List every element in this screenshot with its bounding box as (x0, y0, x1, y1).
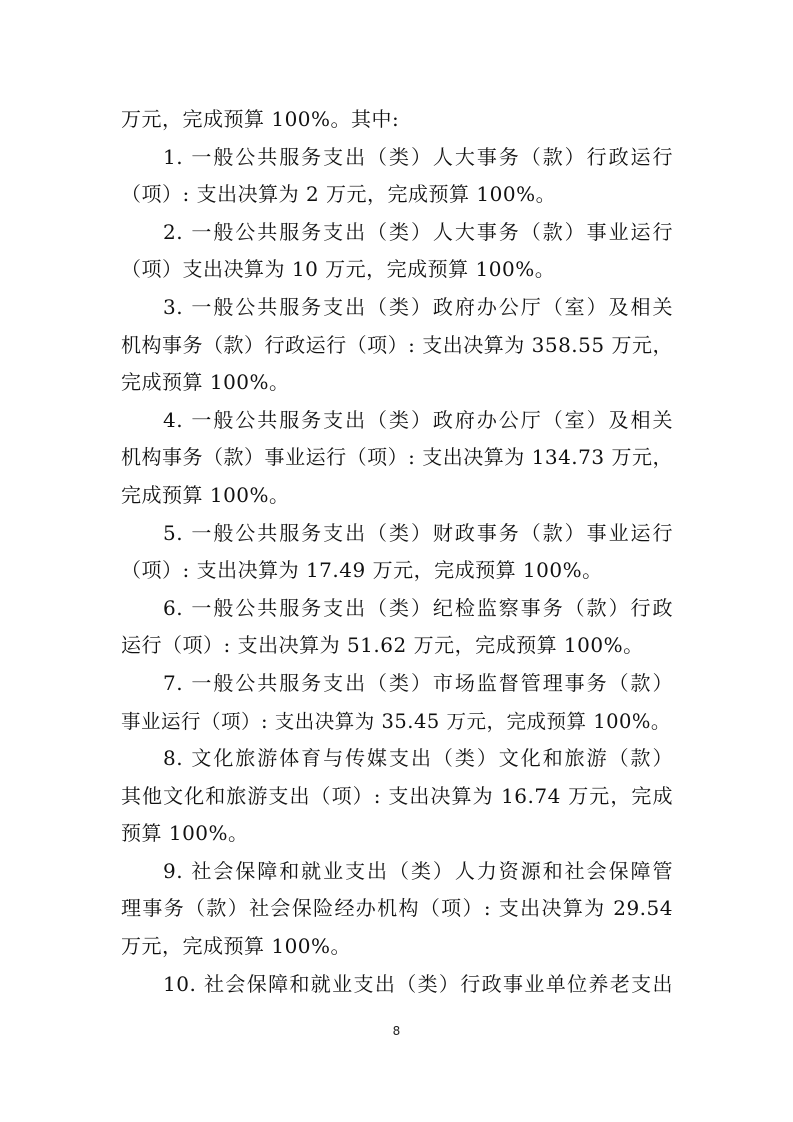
text-line: 万元，完成预算 100%。其中: (121, 107, 400, 131)
text-line: 10. 社会保障和就业支出（类）行政事业单位养老支出 (163, 971, 673, 996)
text-line: （项）: 支出决算为 2 万元，完成预算 100%。 (121, 182, 557, 207)
text-line: 4. 一般公共服务支出（类）政府办公厅（室）及相关 (163, 407, 673, 432)
text-line: 3. 一般公共服务支出（类）政府办公厅（室）及相关 (163, 294, 673, 319)
text-line: 完成预算 100%。 (121, 370, 290, 395)
text-line: 运行（项）: 支出决算为 51.62 万元，完成预算 100%。 (121, 633, 644, 658)
text-line: 机构事务（款）事业运行（项）: 支出决算为 134.73 万元， (121, 445, 673, 470)
text-line: （项）支出决算为 10 万元，完成预算 100%。 (121, 257, 556, 282)
text-line: 理事务（款）社会保险经办机构（项）: 支出决算为 29.54 (121, 896, 673, 921)
text-line: 2. 一般公共服务支出（类）人大事务（款）事业运行 (163, 219, 673, 244)
text-line: 机构事务（款）行政运行（项）: 支出决算为 358.55 万元， (121, 332, 673, 357)
text-line: （项）: 支出决算为 17.49 万元，完成预算 100%。 (121, 558, 603, 583)
body-text (121, 101, 673, 1003)
text-line: 7. 一般公共服务支出（类）市场监督管理事务（款） (163, 670, 673, 695)
text-line: 1. 一般公共服务支出（类）人大事务（款）行政运行 (163, 144, 673, 169)
page-number: 8 (392, 1024, 401, 1038)
text-line: 万元，完成预算 100%。 (121, 934, 352, 959)
text-line: 8. 文化旅游体育与传媒支出（类）文化和旅游（款） (163, 746, 673, 771)
text-line: 预算 100%。 (121, 821, 249, 846)
text-line: 6. 一般公共服务支出（类）纪检监察事务（款）行政 (163, 595, 673, 620)
text-line: 完成预算 100%。 (121, 482, 290, 507)
text-line: 事业运行（项）: 支出决算为 35.45 万元，完成预算 100%。 (121, 709, 671, 733)
text-line: 其他文化和旅游支出（项）: 支出决算为 16.74 万元，完成 (121, 783, 673, 808)
text-line: 5. 一般公共服务支出（类）财政事务（款）事业运行 (163, 520, 673, 545)
text-line: 9. 社会保障和就业支出（类）人力资源和社会保障管 (163, 858, 673, 883)
